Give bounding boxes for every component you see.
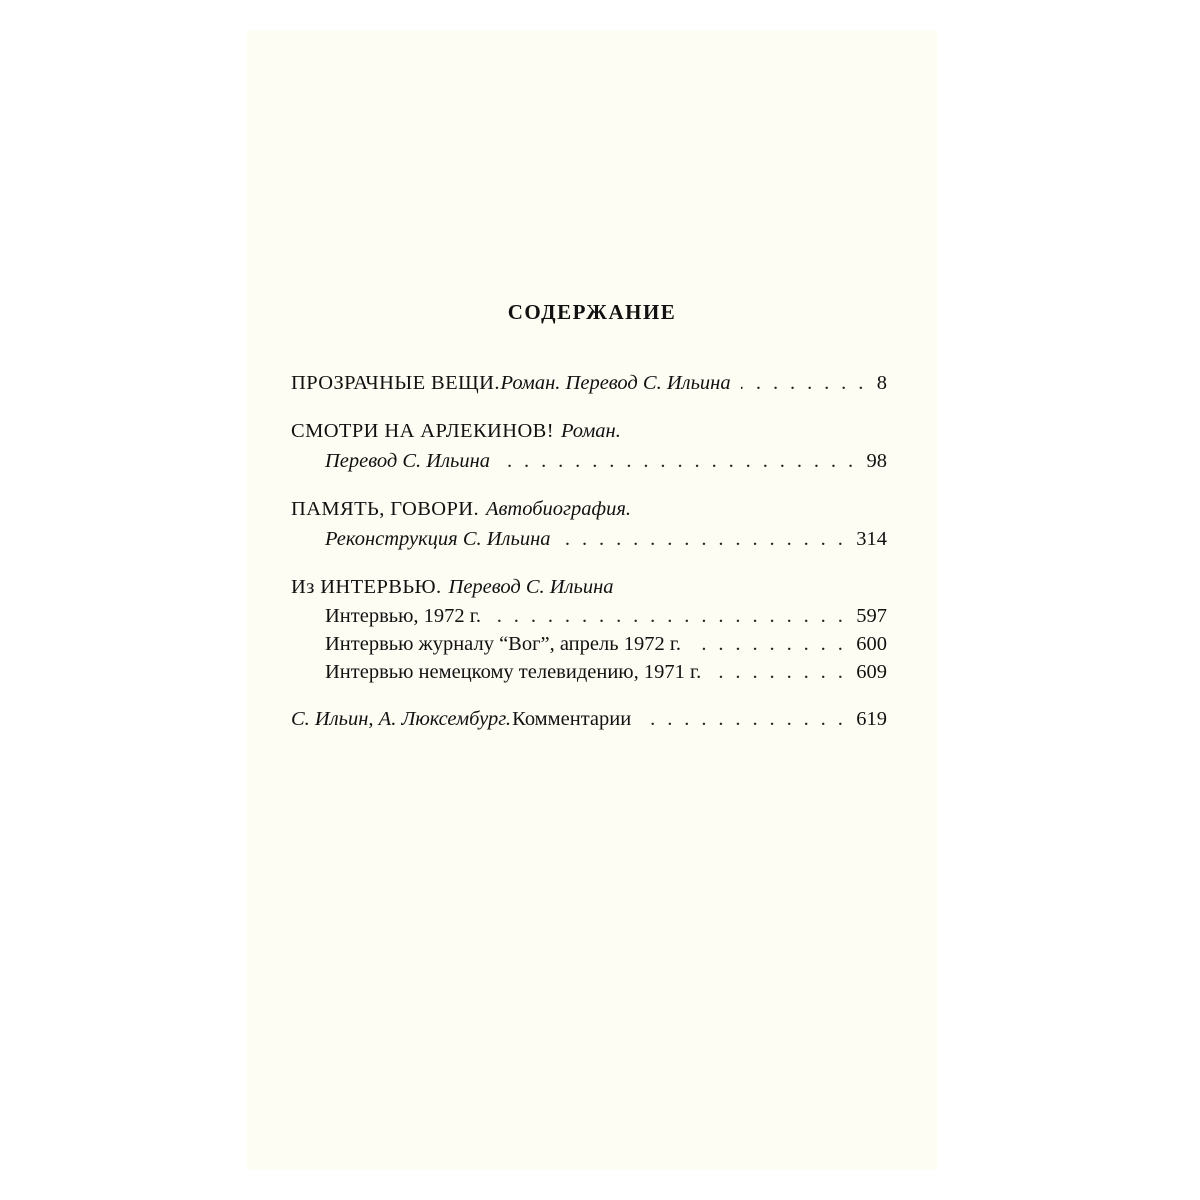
dot-leader: [711, 658, 846, 686]
page-number: 609: [856, 661, 887, 683]
subentry-label: Интервью журналу “Вог”, апрель 1972 г.: [325, 633, 682, 655]
page-number: 597: [856, 605, 887, 627]
toc-subline[interactable]: [291, 630, 887, 658]
toc-line[interactable]: [291, 446, 887, 476]
toc-line[interactable]: [291, 494, 887, 524]
toc-entry-interviews: [291, 572, 887, 686]
dot-leader: [691, 630, 846, 658]
page-number: 8: [876, 372, 887, 394]
toc-entry-look-at-the-harlequins: [291, 416, 887, 476]
dot-leader: [741, 368, 867, 398]
toc-subline[interactable]: [291, 602, 887, 630]
toc-heading: СОДЕРЖАНИЕ: [507, 300, 677, 324]
toc-line: [291, 572, 887, 602]
entry-authors: С. Ильин, А. Люксембург.: [291, 708, 512, 730]
entry-title: ПАМЯТЬ, ГОВОРИ.: [291, 498, 480, 520]
toc-line[interactable]: [291, 368, 887, 398]
entry-subtitle: Перевод С. Ильина: [448, 576, 614, 598]
entry-subtitle: Роман. Перевод С. Ильина: [500, 372, 731, 394]
entry-title: Из ИНТЕРВЬЮ.: [291, 576, 442, 598]
toc-line[interactable]: [291, 416, 887, 446]
toc-line[interactable]: [291, 704, 887, 734]
dot-leader: [561, 524, 847, 554]
page-number: 619: [856, 708, 887, 730]
entry-subtitle: Роман.: [560, 420, 621, 442]
entry-subtitle: Автобиография.: [486, 498, 631, 520]
entry-translator: Реконструкция С. Ильина: [325, 528, 551, 550]
toc-line[interactable]: [291, 524, 887, 554]
entry-title: Комментарии: [512, 708, 632, 730]
toc-entry-commentary: [291, 704, 887, 734]
page-number: 600: [856, 633, 887, 655]
dot-leader: [491, 602, 846, 630]
toc-subline[interactable]: [291, 658, 887, 686]
subentry-label: Интервью немецкому телевидению, 1971 г.: [325, 661, 702, 683]
toc-entry-speak-memory: [291, 494, 887, 554]
toc-entry-transparent-things: [291, 368, 887, 398]
entry-title: ПРОЗРАЧНЫЕ ВЕЩИ.: [291, 372, 500, 394]
entry-translator: Перевод С. Ильина: [325, 450, 491, 472]
book-page: [247, 30, 937, 1170]
table-of-contents: [291, 368, 887, 752]
dot-leader: [641, 704, 846, 734]
dot-leader: [500, 446, 856, 476]
entry-title: СМОТРИ НА АРЛЕКИНОВ!: [291, 420, 554, 442]
subentry-label: Интервью, 1972 г.: [325, 605, 482, 627]
page-number: 98: [866, 450, 887, 472]
page-number: 314: [856, 528, 887, 550]
